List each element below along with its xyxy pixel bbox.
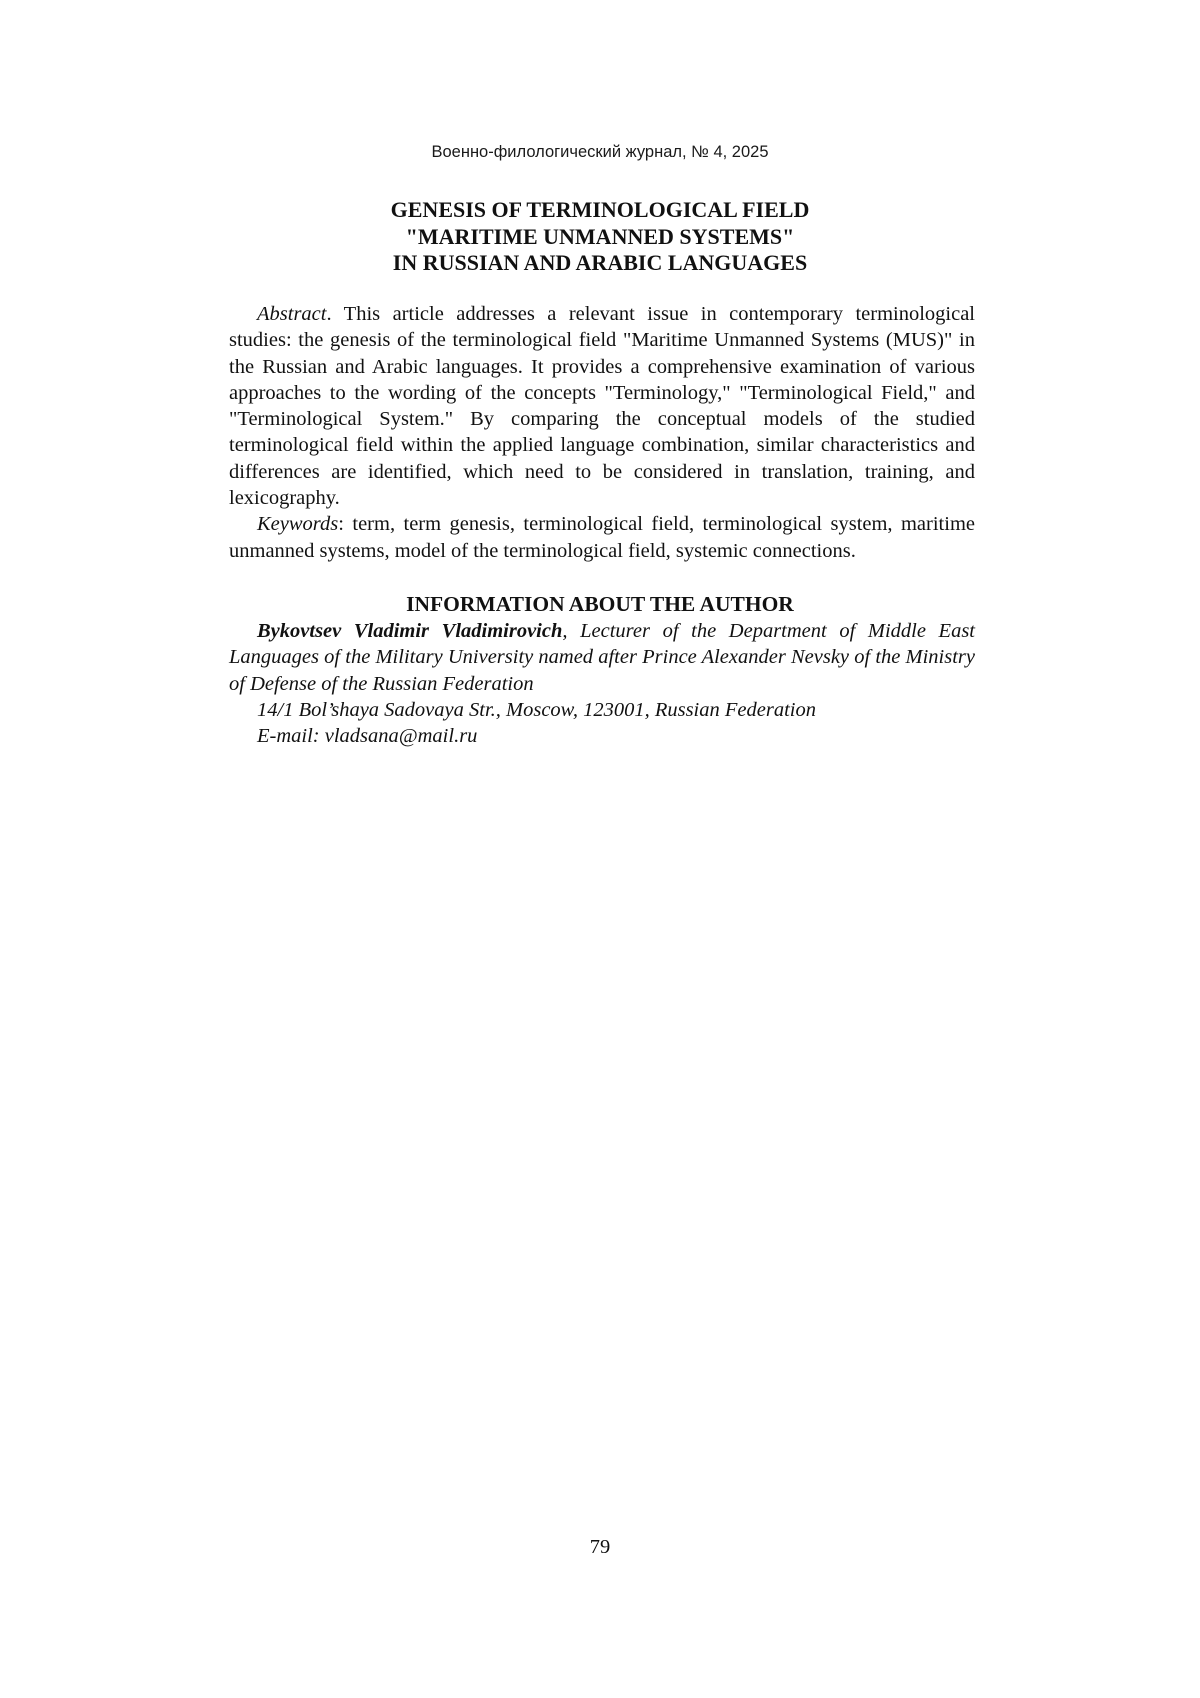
abstract-paragraph (229, 301, 975, 511)
article-title (0, 197, 1200, 277)
title-line: "MARITIME UNMANNED SYSTEMS" (405, 223, 795, 249)
author-info (229, 618, 975, 749)
author-affiliation-paragraph (229, 618, 975, 697)
author-affiliation: , Lecturer of the Department of Middle East Languages of the Military University named after Prince Alexander Nevsky of the Ministry of Defense of the Russian Federation (229, 620, 976, 695)
author-name: Bykovtsev Vladimir Vladimirovich (257, 620, 563, 642)
abstract-text: . This article addresses a relevant issue in contemporary terminological studies: the genesis of the terminological field "Maritime Unmanned Systems (MUS)" in the Russian and Arabic languages. It provides a comprehensive examination of various approaches to the wording of the concepts "Terminology," "Terminological Field," and "Terminological System." By comparing the conceptual models of the studied terminological field within the applied language combination, similar characteristics and differences are identified, which need to be considered in translation, training, and lexicography. (229, 303, 975, 510)
keywords-text: : term, term genesis, terminological field, terminological system, maritime unmanned systems, model of the terminological field, systemic connections. (229, 513, 975, 562)
author-email: E-mail: vladsana@mail.ru (257, 725, 478, 748)
abstract-section (229, 301, 975, 564)
title-line: GENESIS OF TERMINOLOGICAL FIELD (390, 197, 810, 222)
keywords-paragraph (229, 511, 975, 564)
running-header: Военно-филологический журнал, № 4, 2025 (431, 143, 769, 161)
keywords-label: Keywords (257, 513, 339, 536)
abstract-label: Abstract (257, 303, 327, 325)
author-address: 14/1 Bol’shaya Sadovaya Str., Moscow, 123001, Russian Federation (257, 698, 816, 721)
author-section-heading: INFORMATION ABOUT THE AUTHOR (406, 592, 794, 616)
page-number: 79 (589, 1536, 611, 1558)
title-line: IN RUSSIAN AND ARABIC LANGUAGES (392, 250, 808, 275)
